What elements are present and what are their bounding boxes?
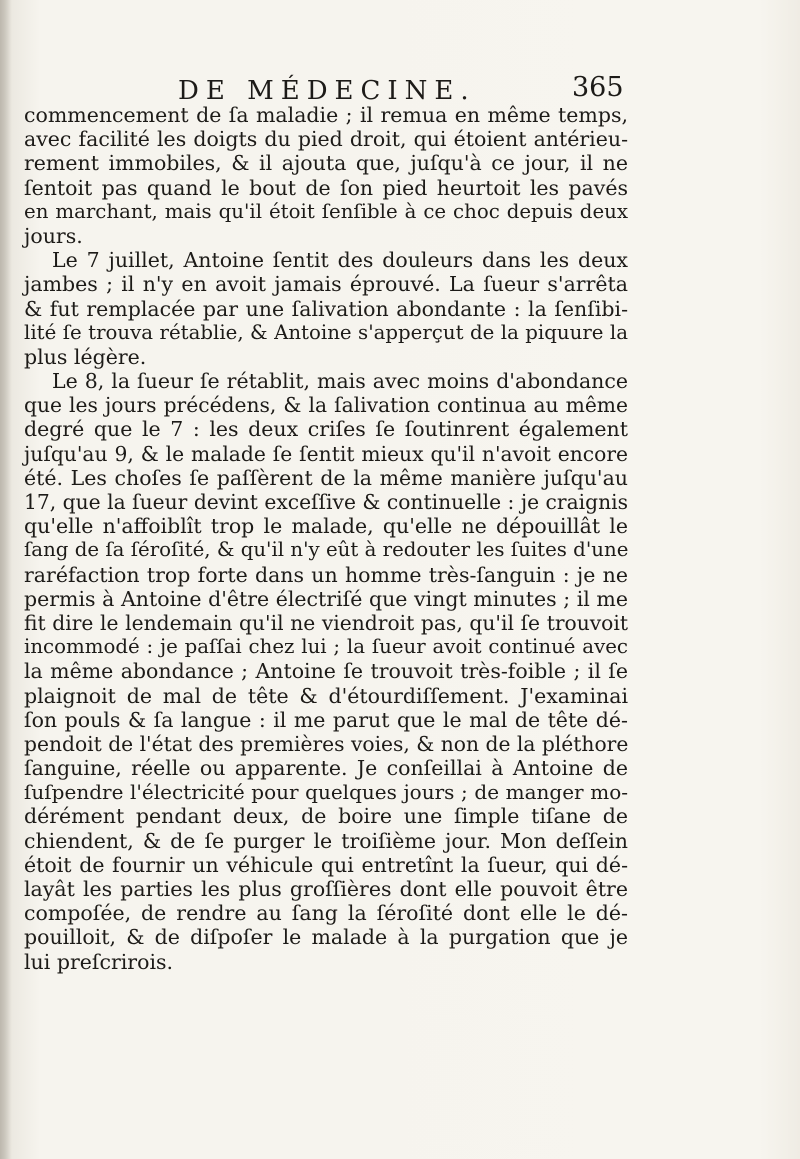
running-head-title: DE MÉDECINE. — [178, 76, 476, 106]
text-line: plus légère. — [24, 344, 147, 369]
text-line: été. Les choſes ſe paſſèrent de la même manière juſqu'au — [24, 465, 628, 490]
text-line: degré que le 7 : les deux criſes ſe ſoutinrent également — [24, 417, 628, 442]
text-line: Le 7 juillet, Antoine ſentit des douleurs dans les deux — [52, 248, 628, 273]
text-line: ſentoit pas quand le bout de ſon pied heurtoit les pavés — [24, 175, 628, 200]
text-line: compoſée, de rendre au ſang la ſéroſité dont elle le dé- — [24, 901, 628, 926]
text-line: en marchant, mais qu'il étoit ſenſible à ce choc depuis deux — [24, 199, 628, 223]
text-line: fit dire le lendemain qu'il ne viendroit pas, qu'il ſe trouvoit — [24, 610, 628, 635]
page-number: 365 — [572, 72, 624, 103]
text-line: avec facilité les doigts du pied droit, qui étoient antérieu- — [24, 127, 628, 152]
text-line: juſqu'au 9, & le malade ſe ſentit mieux qu'il n'avoit encore — [24, 441, 628, 466]
text-line: rement immobiles, & il ajouta que, juſqu'à ce jour, il ne — [24, 151, 628, 176]
text-line: pendoit de l'état des premières voies, & non de la pléthore — [24, 731, 629, 756]
text-line: chiendent, & de ſe purger le troiſième jour. Mon deſſein — [24, 828, 628, 853]
text-line: ſanguine, réelle ou apparente. Je conſeillai à Antoine de — [24, 756, 628, 781]
text-line: jambes ; il n'y en avoit jamais éprouvé. La ſueur s'arrêta — [24, 272, 628, 297]
text-line: étoit de fournir un véhicule qui entretînt la ſueur, qui dé- — [24, 852, 628, 877]
text-line: qu'elle n'affoiblît trop le malade, qu'elle ne dépouillât le — [24, 514, 628, 539]
text-line: que les jours précédens, & la ſalivation continua au même — [24, 393, 628, 418]
text-line: & fut remplacée par une ſalivation abondante : la ſenſibi- — [24, 296, 628, 321]
body-text — [24, 103, 628, 974]
text-line: ſang de ſa ſéroſité, & qu'il n'y eût à redouter les ſuites d'une — [24, 538, 629, 562]
text-line: Le 8, la ſueur ſe rétablit, mais avec moins d'abondance — [52, 369, 628, 394]
text-line: plaignoit de mal de tête & d'étourdiſſement. J'examinai — [24, 683, 628, 708]
text-line: pouilloit, & de diſpoſer le malade à la purgation que je — [24, 925, 628, 950]
text-line: raréfaction trop forte dans un homme très-ſanguin : je ne — [24, 562, 628, 587]
text-line: dérément pendant deux, de boire une ſimple tiſane de — [24, 804, 628, 829]
text-line: commencement de ſa maladie ; il remua en même temps, — [24, 103, 628, 127]
text-line: lui preſcrirois. — [24, 949, 174, 974]
text-line: la même abondance ; Antoine ſe trouvoit très-foible ; il ſe — [24, 659, 628, 684]
text-line: lité ſe trouva rétablie, & Antoine s'apperçut de la piquure la — [24, 320, 628, 344]
text-line: permis à Antoine d'être électriſé que vingt minutes ; il me — [24, 586, 628, 611]
text-line: layât les parties les plus groſſières dont elle pouvoit être — [24, 877, 628, 901]
page-gutter-shadow — [0, 0, 12, 1159]
text-line: 17, que la ſueur devint exceſſive & continuelle : je craignis — [24, 490, 628, 514]
text-line: ſuſpendre l'électricité pour quelques jours ; de manger mo- — [24, 780, 628, 805]
text-line: ſon pouls & ſa langue : il me parut que le mal de tête dé- — [24, 707, 628, 732]
text-line: incommodé : je paſſai chez lui ; la ſueur avoit continué avec — [24, 635, 628, 659]
text-line: jours. — [24, 223, 83, 248]
